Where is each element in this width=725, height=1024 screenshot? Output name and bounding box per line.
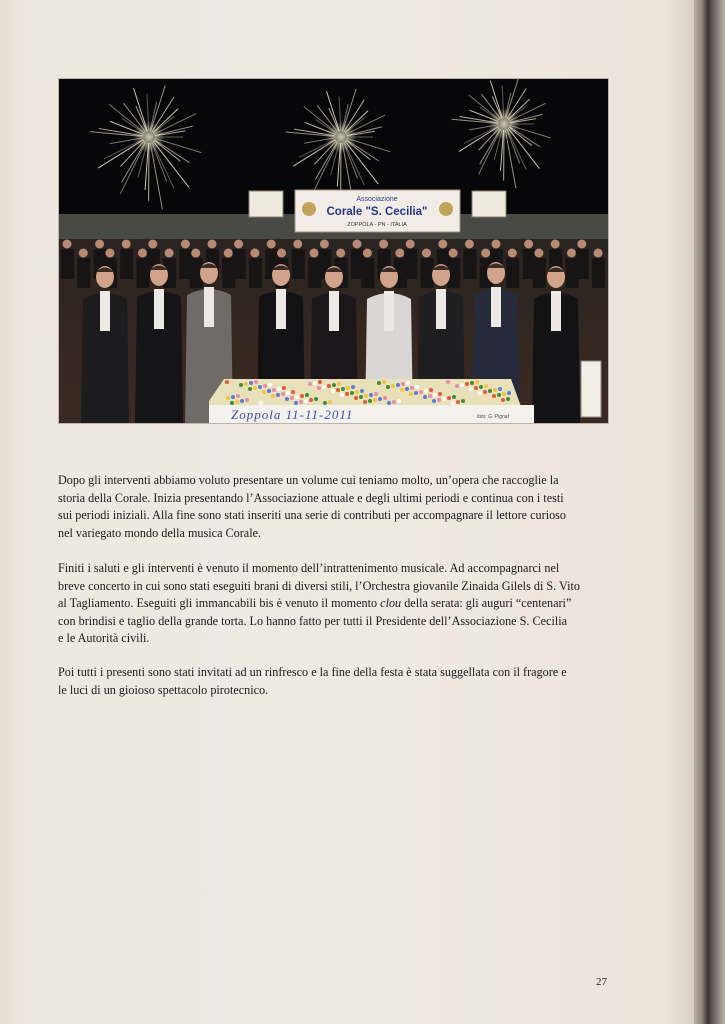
association-banner bbox=[295, 190, 460, 232]
paragraph-1: Dopo gli interventi abbiamo voluto presentare un volume cui teniamo molto, un’opera che raccoglie la storia della Corale. Inizia presentando l’Associazione attuale e degli ultimi periodi e continua con i testi sui periodi iniziali. Alla fine sono stati inseriti una serie di contributi per accompagnare il lettore curioso nel variegato mondo della musica Corale. bbox=[58, 473, 567, 540]
banner-top-text: Associazione bbox=[356, 196, 398, 203]
paragraph-2: Finiti i saluti e gli interventi è venuto il momento dell’intrattenimento musicale. Ad accompagnarci nel breve concerto in cui sono stati eseguiti brani di diversi stili, l’Orchestra giovanile Zinaida Gilels di S. Vito al Tagliamento. Eseguiti gli immancabili bis è venuto il momento clou della serata: gli auguri “centenari” con brindisi e taglio della grande torta. Lo hanno fatto per tutti il Presidente dell’Associazione S. Cecilia e le Autorità civili. bbox=[58, 561, 580, 646]
banner-main-text: Corale "S. Cecilia" bbox=[326, 206, 428, 218]
event-photo bbox=[59, 79, 608, 423]
cake-inscription: Zoppola 11-11-2011 bbox=[231, 407, 354, 422]
photo-credit: foto: G. Pignat bbox=[477, 414, 509, 420]
page-number: 27 bbox=[596, 976, 607, 988]
cake bbox=[209, 379, 534, 423]
book-spine-edge bbox=[694, 0, 725, 1024]
paragraph-3: Poi tutti i presenti sono stati invitati ad un rinfresco e la fine della festa è stata suggellata con il fragore e le luci di un gioioso spettacolo pirotecnico. bbox=[58, 665, 567, 697]
italic-word: clou bbox=[380, 596, 402, 611]
banner-sub-text: ZOPPOLA - PN - ITALIA bbox=[347, 222, 407, 228]
